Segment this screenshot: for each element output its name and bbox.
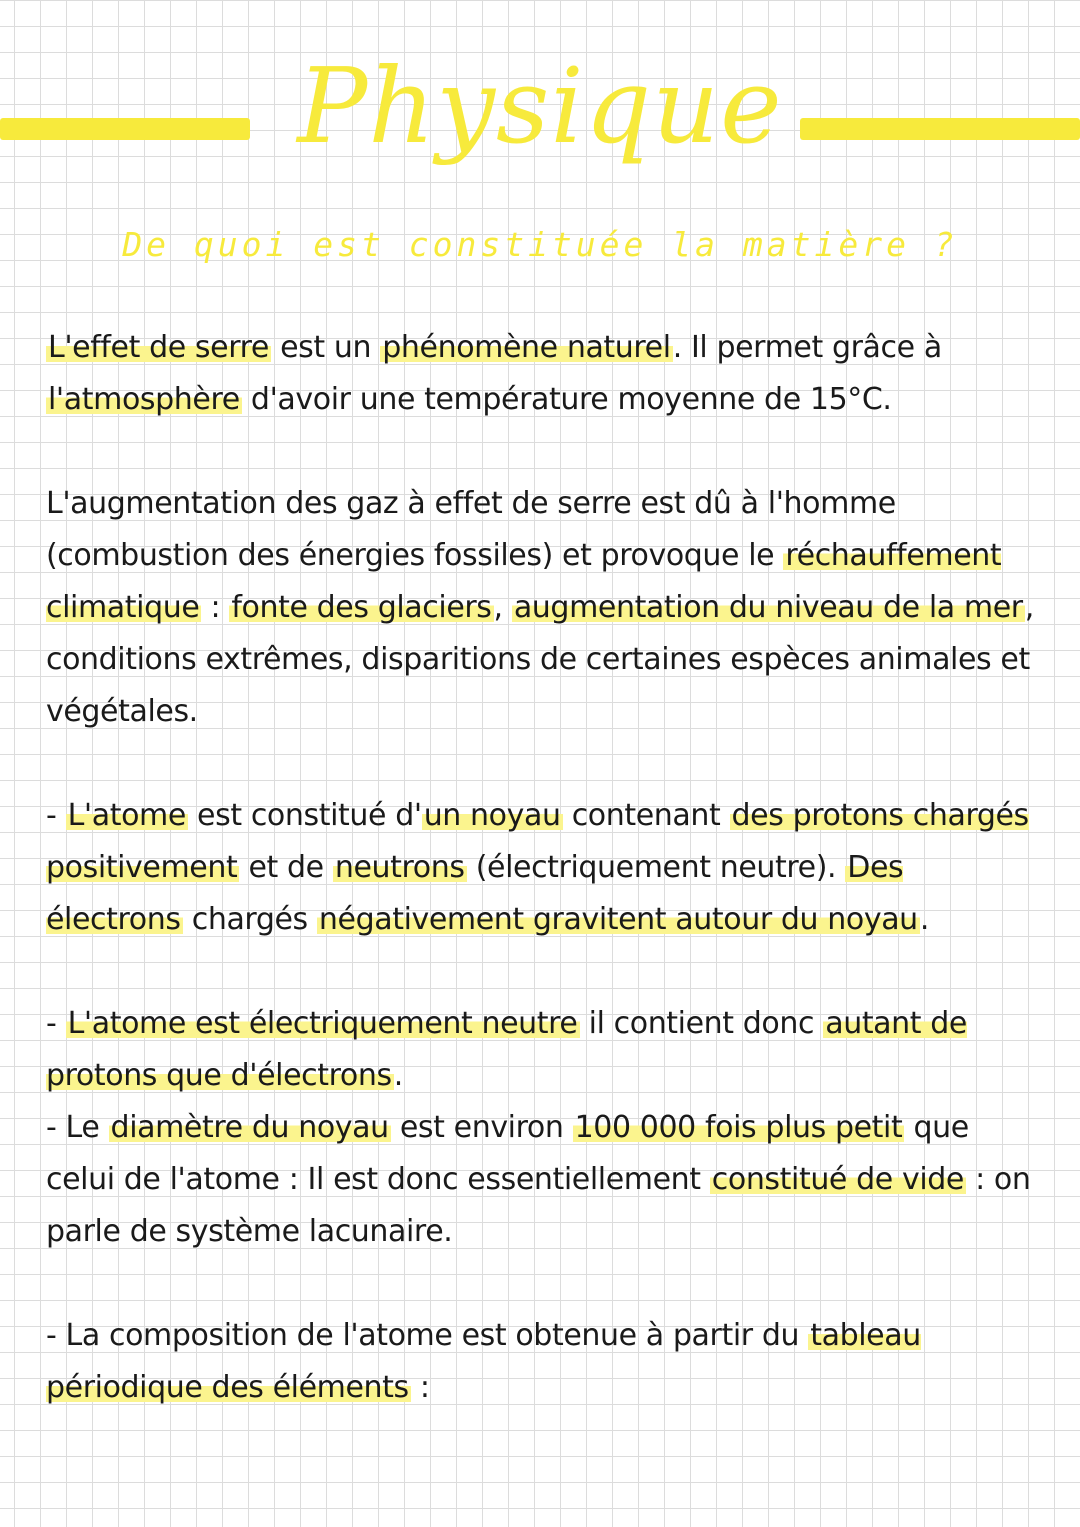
highlighted-text: augmentation du niveau de la mer — [513, 590, 1023, 625]
paragraph-p6 — [46, 1310, 1046, 1414]
highlighted-text: négativement gravitent autour du noyau — [318, 902, 918, 937]
text-segment: contenant — [562, 798, 730, 833]
page-title: Physique — [297, 45, 783, 167]
highlighted-text: neutrons — [334, 850, 465, 885]
text-segment: d'avoir une température moyenne de 15°C. — [241, 382, 892, 417]
paragraph-p2 — [46, 478, 1046, 738]
highlighted-text: L'effet de serre — [48, 330, 269, 365]
text-segment: est un — [270, 330, 381, 365]
page-subtitle: De quoi est constituée la matière ? — [122, 225, 958, 264]
highlighted-text: réchauffement climatique — [46, 538, 1002, 625]
highlighted-text: des protons chargés positivement — [46, 798, 1029, 885]
text-segment: et de — [239, 850, 333, 885]
paragraph-p3 — [46, 790, 1046, 946]
text-segment: chargés — [182, 902, 317, 937]
text-segment: . — [393, 1058, 403, 1093]
text-segment: : on parle de système lacunaire. — [46, 1162, 1031, 1249]
highlighted-text: Des électrons — [46, 850, 904, 937]
text-segment: . Il permet grâce à — [672, 330, 942, 365]
highlighted-text: L'atome est électriquement neutre — [67, 1006, 578, 1041]
highlighted-text: diamètre du noyau — [110, 1110, 389, 1145]
text-segment: - — [46, 798, 66, 833]
highlighted-text: un noyau — [423, 798, 561, 833]
text-segment: , — [493, 590, 512, 625]
text-segment: est constitué d' — [187, 798, 422, 833]
paragraph-p1 — [46, 322, 1046, 426]
highlighted-text: l'atmosphère — [48, 382, 240, 417]
text-segment: . — [919, 902, 929, 937]
highlighted-text: autant de protons que d'électrons — [46, 1006, 967, 1093]
highlighted-text: tableau périodique des éléments — [46, 1318, 921, 1405]
text-segment: - Le — [46, 1110, 109, 1145]
text-segment: : — [410, 1370, 430, 1405]
text-segment: - La composition de l'atome est obtenue à partir du — [46, 1318, 809, 1353]
text-segment: , conditions extrêmes, disparitions de certaines espèces animales et végétales. — [46, 590, 1034, 729]
text-segment: est environ — [390, 1110, 573, 1145]
highlighted-text: fonte des glaciers — [231, 590, 492, 625]
highlighted-text: L'atome — [67, 798, 186, 833]
highlighted-text: 100 000 fois plus petit — [574, 1110, 903, 1145]
text-segment: - — [46, 1006, 66, 1041]
text-segment: (électriquement neutre). — [466, 850, 846, 885]
highlighted-text: phénomène naturel — [382, 330, 671, 365]
text-segment: L'augmentation des gaz à effet de serre est dû à l'homme (combustion des énergies fossiles) et provoque le — [46, 486, 896, 573]
paragraph-p5 — [46, 1102, 1046, 1258]
paragraph-p4 — [46, 998, 1046, 1102]
text-segment: que celui de l'atome : Il est donc essentiellement — [46, 1110, 969, 1197]
text-segment: : — [201, 590, 230, 625]
notes-body — [46, 322, 1046, 1466]
text-segment: il contient donc — [579, 1006, 824, 1041]
highlighted-text: constitué de vide — [711, 1162, 964, 1197]
